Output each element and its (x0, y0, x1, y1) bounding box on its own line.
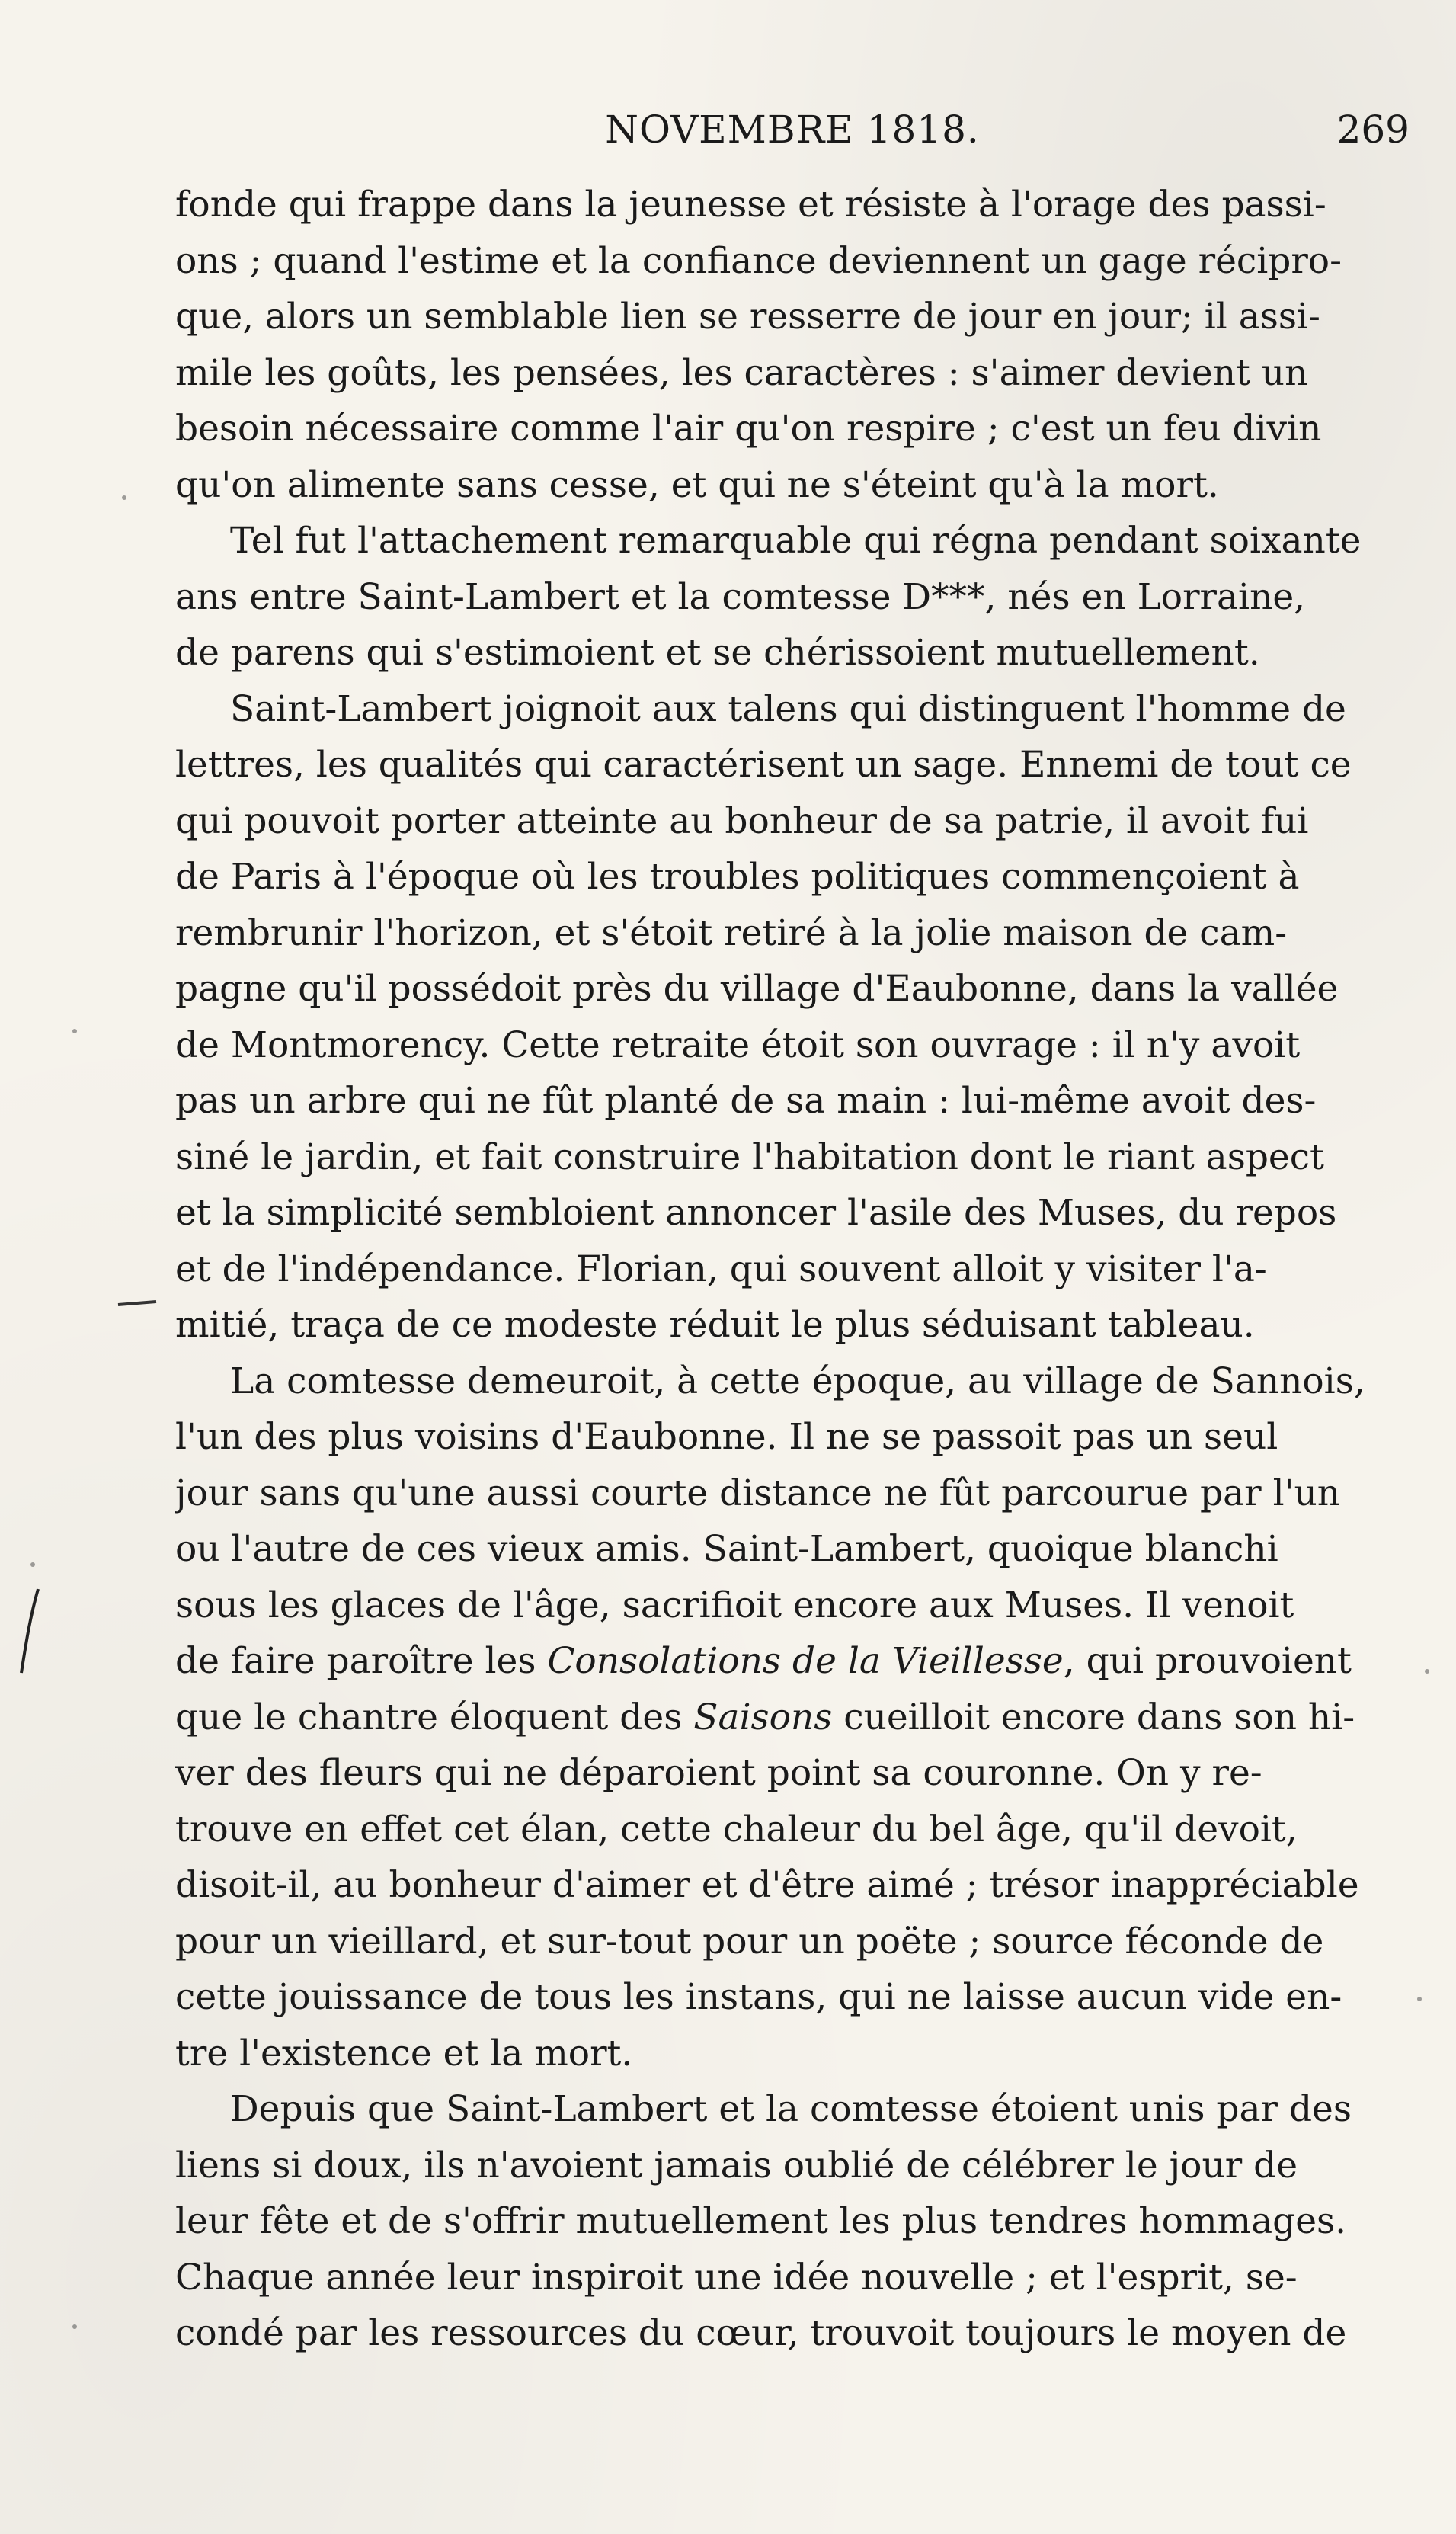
text-line: cette jouissance de tous les instans, qui ne laisse aucun vide en- (175, 1976, 1342, 2018)
text-line: Depuis que Saint-Lambert et la comtesse étoient unis par des (230, 2088, 1352, 2130)
scan-speck (72, 2324, 77, 2329)
text-line: que, alors un semblable lien se resserre de jour en jour; il assi- (175, 296, 1320, 338)
text-line: jour sans qu'une aussi courte distance ne fût parcourue par l'un (175, 1472, 1341, 1514)
text-line: pour un vieillard, et sur-tout pour un poëte ; source féconde de (175, 1920, 1324, 1962)
text-line: pas un arbre qui ne fût planté de sa main : lui-même avoit des- (175, 1080, 1317, 1122)
text-line: La comtesse demeuroit, à cette époque, au village de Sannois, (230, 1360, 1365, 1402)
text-line-with-title (175, 1633, 1410, 1690)
text-line: Saint-Lambert joignoit aux talens qui distinguent l'homme de (230, 687, 1346, 730)
text-line: tre l'existence et la mort. (175, 2032, 633, 2074)
text-line: trouve en effet cet élan, cette chaleur du bel âge, qu'il devoit, (175, 1808, 1298, 1850)
margin-stroke (114, 1296, 160, 1311)
text-line: de parens qui s'estimoient et se chérissoient mutuellement. (175, 632, 1260, 674)
text-line: l'un des plus voisins d'Eaubonne. Il ne se passoit pas un seul (175, 1416, 1278, 1458)
text-segment: , qui prouvoient (1063, 1640, 1352, 1682)
text-line: siné le jardin, et fait construire l'habitation dont le riant aspect (175, 1136, 1324, 1178)
margin-stroke (15, 1585, 46, 1677)
text-line: leur fête et de s'offrir mutuellement les plus tendres hommages. (175, 2200, 1347, 2242)
text-line: ons ; quand l'estime et la confiance deviennent un gage récipro- (175, 239, 1342, 282)
text-line: lettres, les qualités qui caractérisent un sage. Ennemi de tout ce (175, 744, 1352, 786)
italic-title: Saisons (693, 1696, 833, 1738)
text-segment: cueilloit encore dans son hi- (832, 1696, 1355, 1738)
text-line: liens si doux, ils n'avoient jamais oublié de célébrer le jour de (175, 2144, 1298, 2186)
text-line: qu'on alimente sans cesse, et qui ne s'éteint qu'à la mort. (175, 463, 1219, 506)
page-number: 269 (1336, 107, 1410, 152)
text-line: condé par les ressources du cœur, trouvoit toujours le moyen de (175, 2312, 1347, 2354)
text-line: ans entre Saint-Lambert et la comtesse D***, nés en Lorraine, (175, 575, 1306, 618)
text-line: Chaque année leur inspiroit une idée nouvelle ; et l'esprit, se- (175, 2256, 1298, 2299)
text-line: de Paris à l'époque où les troubles politiques commençoient à (175, 856, 1300, 898)
text-line: et la simplicité sembloient annoncer l'asile des Muses, du repos (175, 1192, 1337, 1234)
text-line: pagne qu'il possédoit près du village d'Eaubonne, dans la vallée (175, 968, 1339, 1010)
page-header (175, 99, 1410, 160)
body-text (175, 177, 1410, 2362)
scan-speck (1417, 1997, 1422, 2001)
italic-title: Consolations de la Vieillesse (547, 1640, 1064, 1682)
text-line: qui pouvoit porter atteinte au bonheur de sa patrie, il avoit fui (175, 799, 1309, 842)
text-line-with-title (175, 1690, 1410, 1746)
running-title: NOVEMBRE 1818. (605, 107, 980, 152)
text-line: ou l'autre de ces vieux amis. Saint-Lambert, quoique blanchi (175, 1528, 1278, 1570)
text-line: rembrunir l'horizon, et s'étoit retiré à la jolie maison de cam- (175, 911, 1288, 954)
text-line: et de l'indépendance. Florian, qui souvent alloit y visiter l'a- (175, 1248, 1267, 1290)
scan-speck (30, 1562, 35, 1567)
text-line: Tel fut l'attachement remarquable qui régna pendant soixante (230, 520, 1362, 562)
text-segment: que le chantre éloquent des (175, 1696, 694, 1738)
text-line: besoin nécessaire comme l'air qu'on respire ; c'est un feu divin (175, 408, 1322, 450)
text-line: disoit-il, au bonheur d'aimer et d'être aimé ; trésor inappréciable (175, 1864, 1359, 1906)
scan-speck (1425, 1669, 1429, 1674)
text-line: ver des fleurs qui ne déparoient point sa couronne. On y re- (175, 1752, 1262, 1794)
scan-speck (72, 1029, 77, 1033)
text-line: mile les goûts, les pensées, les caractères : s'aimer devient un (175, 351, 1308, 394)
text-line: sous les glaces de l'âge, sacrifioit encore aux Muses. Il venoit (175, 1584, 1294, 1626)
scan-speck (122, 495, 126, 500)
text-line: de Montmorency. Cette retraite étoit son ouvrage : il n'y avoit (175, 1024, 1301, 1066)
text-segment: de faire paroître les (175, 1640, 548, 1682)
text-line: fonde qui frappe dans la jeunesse et résiste à l'orage des passi- (175, 184, 1326, 226)
text-line: mitié, traça de ce modeste réduit le plus séduisant tableau. (175, 1304, 1255, 1346)
